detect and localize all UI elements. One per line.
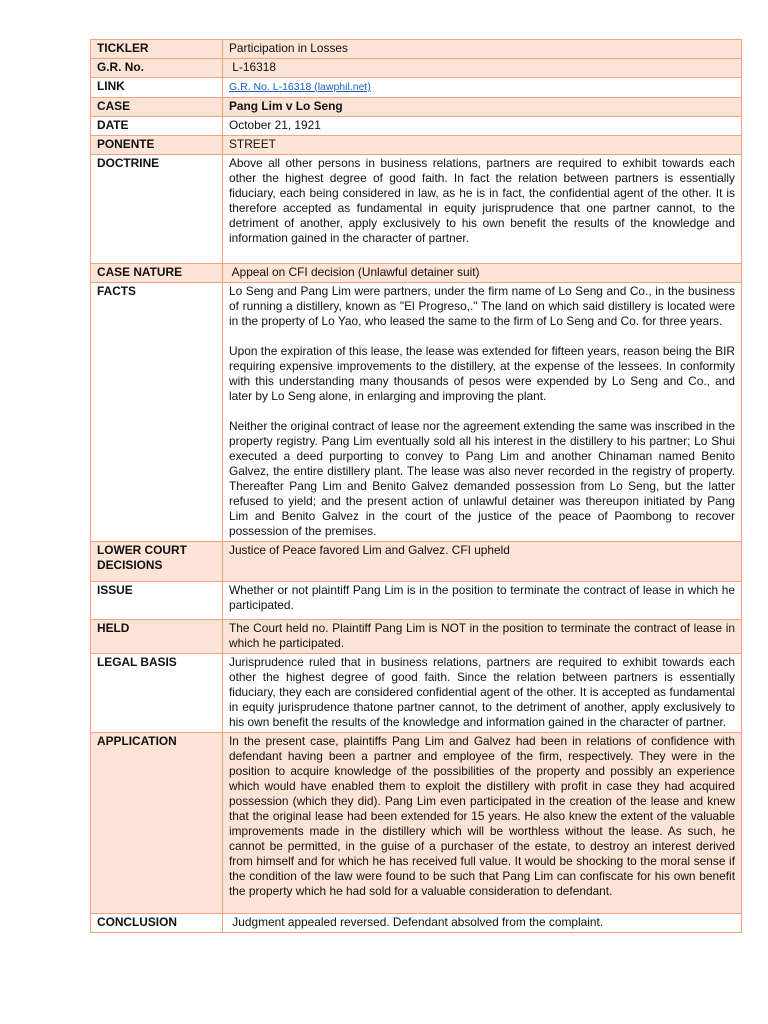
row-conclusion bbox=[91, 914, 742, 933]
row-value bbox=[223, 283, 742, 542]
row-value: STREET bbox=[223, 136, 742, 155]
row-label: TICKLER bbox=[91, 40, 223, 59]
held-text: The Court held no. Plaintiff Pang Lim is NOT in the position to terminate the contract of lease in which he participated. bbox=[229, 621, 735, 650]
case-digest-table bbox=[90, 39, 742, 933]
facts-paragraph: Neither the original contract of lease nor the agreement extending the same was inscribed in the property registry. Pang Lim eventually sold all his interest in the distillery to his partner; Lo Shui executed a deed purporting to convey to Pang Lim and another Chinaman named Benito Galvez, the entire distillery plant. The lease was also never recorded in the registry of property. Thereafter Pang Lim and Benito Galvez demanded possession from Lo Seng, but the latter refused to yield; and the present action of unlawful detainer was thereupon initiated by Pang Lim and Benito Galvez in the court of the justice of the peace of Paombong to recover possession of the premises. bbox=[229, 419, 735, 538]
row-value: Appeal on CFI decision (Unlawful detainer suit) bbox=[223, 264, 742, 283]
row-gr-no bbox=[91, 59, 742, 78]
row-value bbox=[223, 620, 742, 654]
row-label: ISSUE bbox=[91, 582, 223, 620]
row-value bbox=[223, 155, 742, 264]
row-label: DOCTRINE bbox=[91, 155, 223, 264]
row-date bbox=[91, 117, 742, 136]
doctrine-text: Above all other persons in business relations, partners are required to exhibit towards each other the highest degree of good faith. In fact the relation between partners is essentially fiduciary, each being considered in law, as he is in fact, the confidential agent of the other. It is therefore accepted as fundamental in equity jurisprudence that one partner cannot, to the detriment of another, apply exclusively to his own benefit the results of the knowledge and information gained in the character of partner. bbox=[229, 156, 735, 245]
row-doctrine bbox=[91, 155, 742, 264]
case-link[interactable]: G.R. No. L-16318 (lawphil.net) bbox=[229, 81, 371, 93]
issue-text: Whether or not plaintiff Pang Lim is in the position to terminate the contract of lease in which he participated. bbox=[229, 583, 735, 612]
row-value: Participation in Losses bbox=[223, 40, 742, 59]
row-label: LINK bbox=[91, 78, 223, 98]
row-label: CASE NATURE bbox=[91, 264, 223, 283]
row-value: L-16318 bbox=[223, 59, 742, 78]
row-case bbox=[91, 98, 742, 117]
row-lower-court-decisions bbox=[91, 542, 742, 582]
row-issue bbox=[91, 582, 742, 620]
row-label: CASE bbox=[91, 98, 223, 117]
case-title: Pang Lim v Lo Seng bbox=[223, 98, 742, 117]
row-link bbox=[91, 78, 742, 98]
row-value: October 21, 1921 bbox=[223, 117, 742, 136]
row-label: DATE bbox=[91, 117, 223, 136]
facts-paragraph: Lo Seng and Pang Lim were partners, under the firm name of Lo Seng and Co., in the business of running a distillery, known as "El Progreso,." The land on which said distillery is located were in the property of Lo Yao, who leased the same to the firm of Lo Seng and Co. for three years. bbox=[229, 284, 735, 328]
row-application bbox=[91, 733, 742, 914]
row-label: FACTS bbox=[91, 283, 223, 542]
facts-paragraph: Upon the expiration of this lease, the lease was extended for fifteen years, reason being the BIR requiring expensive improvements to the distillery, at the expense of the lessees. In conformity with this understanding many thousands of pesos were expended by Lo Seng and Co., and later by Lo Seng alone, in enlarging and improving the plant. bbox=[229, 344, 735, 403]
row-value: Justice of Peace favored Lim and Galvez. CFI upheld bbox=[223, 542, 742, 582]
row-case-nature bbox=[91, 264, 742, 283]
row-ponente bbox=[91, 136, 742, 155]
row-held bbox=[91, 620, 742, 654]
row-legal-basis bbox=[91, 654, 742, 733]
row-value: Judgment appealed reversed. Defendant absolved from the complaint. bbox=[223, 914, 742, 933]
row-label: PONENTE bbox=[91, 136, 223, 155]
row-label: APPLICATION bbox=[91, 733, 223, 914]
row-label: HELD bbox=[91, 620, 223, 654]
row-label: LEGAL BASIS bbox=[91, 654, 223, 733]
row-label: G.R. No. bbox=[91, 59, 223, 78]
row-label: LOWER COURT DECISIONS bbox=[91, 542, 223, 582]
row-facts bbox=[91, 283, 742, 542]
legal-basis-text: Jurisprudence ruled that in business relations, partners are required to exhibit towards each other the highest degree of good faith. Since the relation between partners is essentially fiduciary, they each are considered confidential agent of the other. It is accepted as fundamental in equity jurisprudence thatone partner cannot, to the detriment of another, apply exclusively to his own benefit the results of the knowledge and information gained in the character of partner. bbox=[229, 655, 735, 729]
application-text: In the present case, plaintiffs Pang Lim and Galvez had been in relations of confidence with defendant having been a partner and employee of the firm, respectively. They were in the position to acquire knowledge of the possibilities of the property and possibly an experience which would have enabled them to exploit the distillery with profit in case they had acquired possession (which they did). Pang Lim even participated in the creation of the lease and knew that the original lease had been extended for 15 years. He also knew the extent of the valuable improvements made in the distillery which will be worthless without the lease. As such, he cannot be permitted, in the guise of a purchaser of the estate, to destroy an interest derived from himself and for which he has received full value. It would be shocking to the moral sense if the condition of the law were found to be such that Pang Lim can confiscate for his own benefit the property which he had sold for a valuable consideration to defendant. bbox=[229, 734, 735, 898]
row-value bbox=[223, 78, 742, 98]
row-tickler bbox=[91, 40, 742, 59]
row-value bbox=[223, 582, 742, 620]
row-value bbox=[223, 733, 742, 914]
row-value bbox=[223, 654, 742, 733]
row-label: CONCLUSION bbox=[91, 914, 223, 933]
